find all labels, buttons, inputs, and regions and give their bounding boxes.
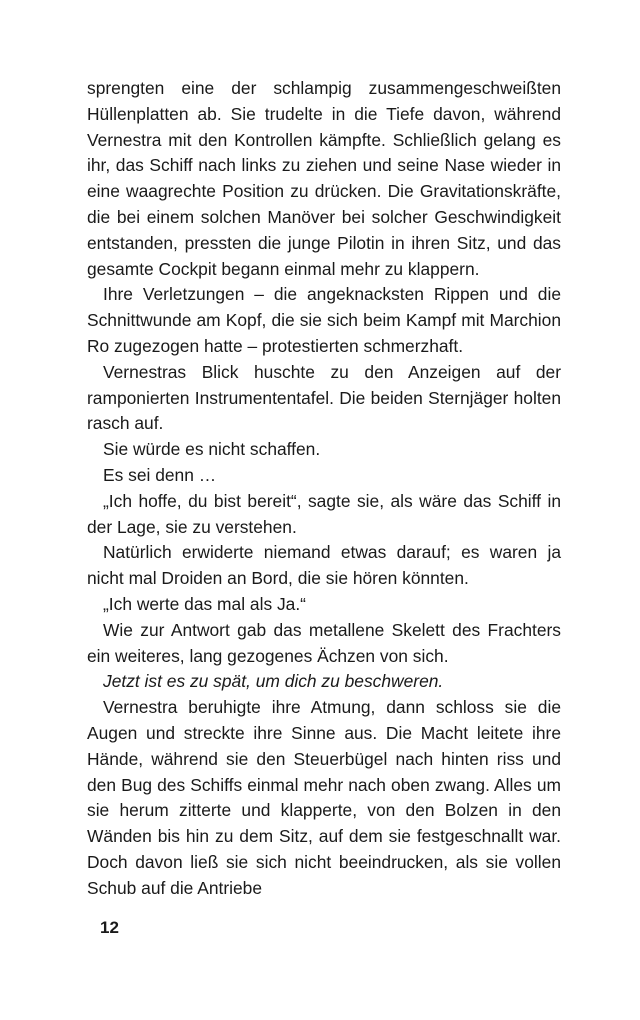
paragraph-3: Vernestras Blick huschte zu den Anzeigen auf der ramponierten Instrumententafel. Die beiden Sternjäger holten rasch auf.: [87, 361, 561, 434]
page-number: 12: [100, 918, 119, 937]
paragraph-4: Sie würde es nicht schaffen.: [103, 439, 321, 460]
paragraph-7: Natürlich erwiderte niemand etwas darauf; es waren ja nicht mal Droiden an Bord, die sie hören könnten.: [87, 542, 561, 589]
paragraph-8: „Ich werte das mal als Ja.“: [103, 593, 306, 614]
book-page-body: [87, 76, 561, 902]
paragraph-6: „Ich hoffe, du bist bereit“, sagte sie, als wäre das Schiff in der Lage, sie zu verstehen.: [87, 490, 561, 537]
paragraph-1: sprengten eine der schlampig zusammengeschweißten Hüllenplatten ab. Sie trudelte in die Tiefe davon, während Vernestra mit den Kontrollen kämpfte. Schließlich gelang es ihr, das Schiff nach links zu ziehen und seine Nase wieder in eine waagrechte Position zu drücken. Die Gravitationskräfte, die bei einem solchen Manöver bei solcher Geschwindigkeit entstanden, pressten die junge Pilotin in ihren Sitz, und das gesamte Cockpit begann einmal mehr zu klappern.: [87, 78, 561, 279]
paragraph-2: Ihre Verletzungen – die angeknacksten Rippen und die Schnittwunde am Kopf, die sie sich beim Kampf mit Marchion Ro zugezogen hatte – protestierten schmerzhaft.: [87, 284, 561, 356]
paragraph-9: Wie zur Antwort gab das metallene Skelett des Frachters ein weiteres, lang gezogenes Ächzen von sich.: [87, 619, 561, 666]
paragraph-11: Vernestra beruhigte ihre Atmung, dann schloss sie die Augen und streckte ihre Sinne aus. Die Macht leitete ihre Hände, während sie den Steuerbügel nach hinten riss und den Bug des Schiffs einmal mehr nach oben zwang. Alles um sie herum zitterte und klapperte, von den Bolzen in den Wänden bis hin zu dem Sitz, auf dem sie festgeschnallt war. Doch davon ließ sie sich nicht beeindrucken, als sie vollen Schub auf die Antriebe: [87, 697, 561, 898]
paragraph-10-italic-thought: Jetzt ist es zu spät, um dich zu beschweren.: [103, 671, 444, 692]
paragraph-5: Es sei denn …: [103, 464, 217, 485]
